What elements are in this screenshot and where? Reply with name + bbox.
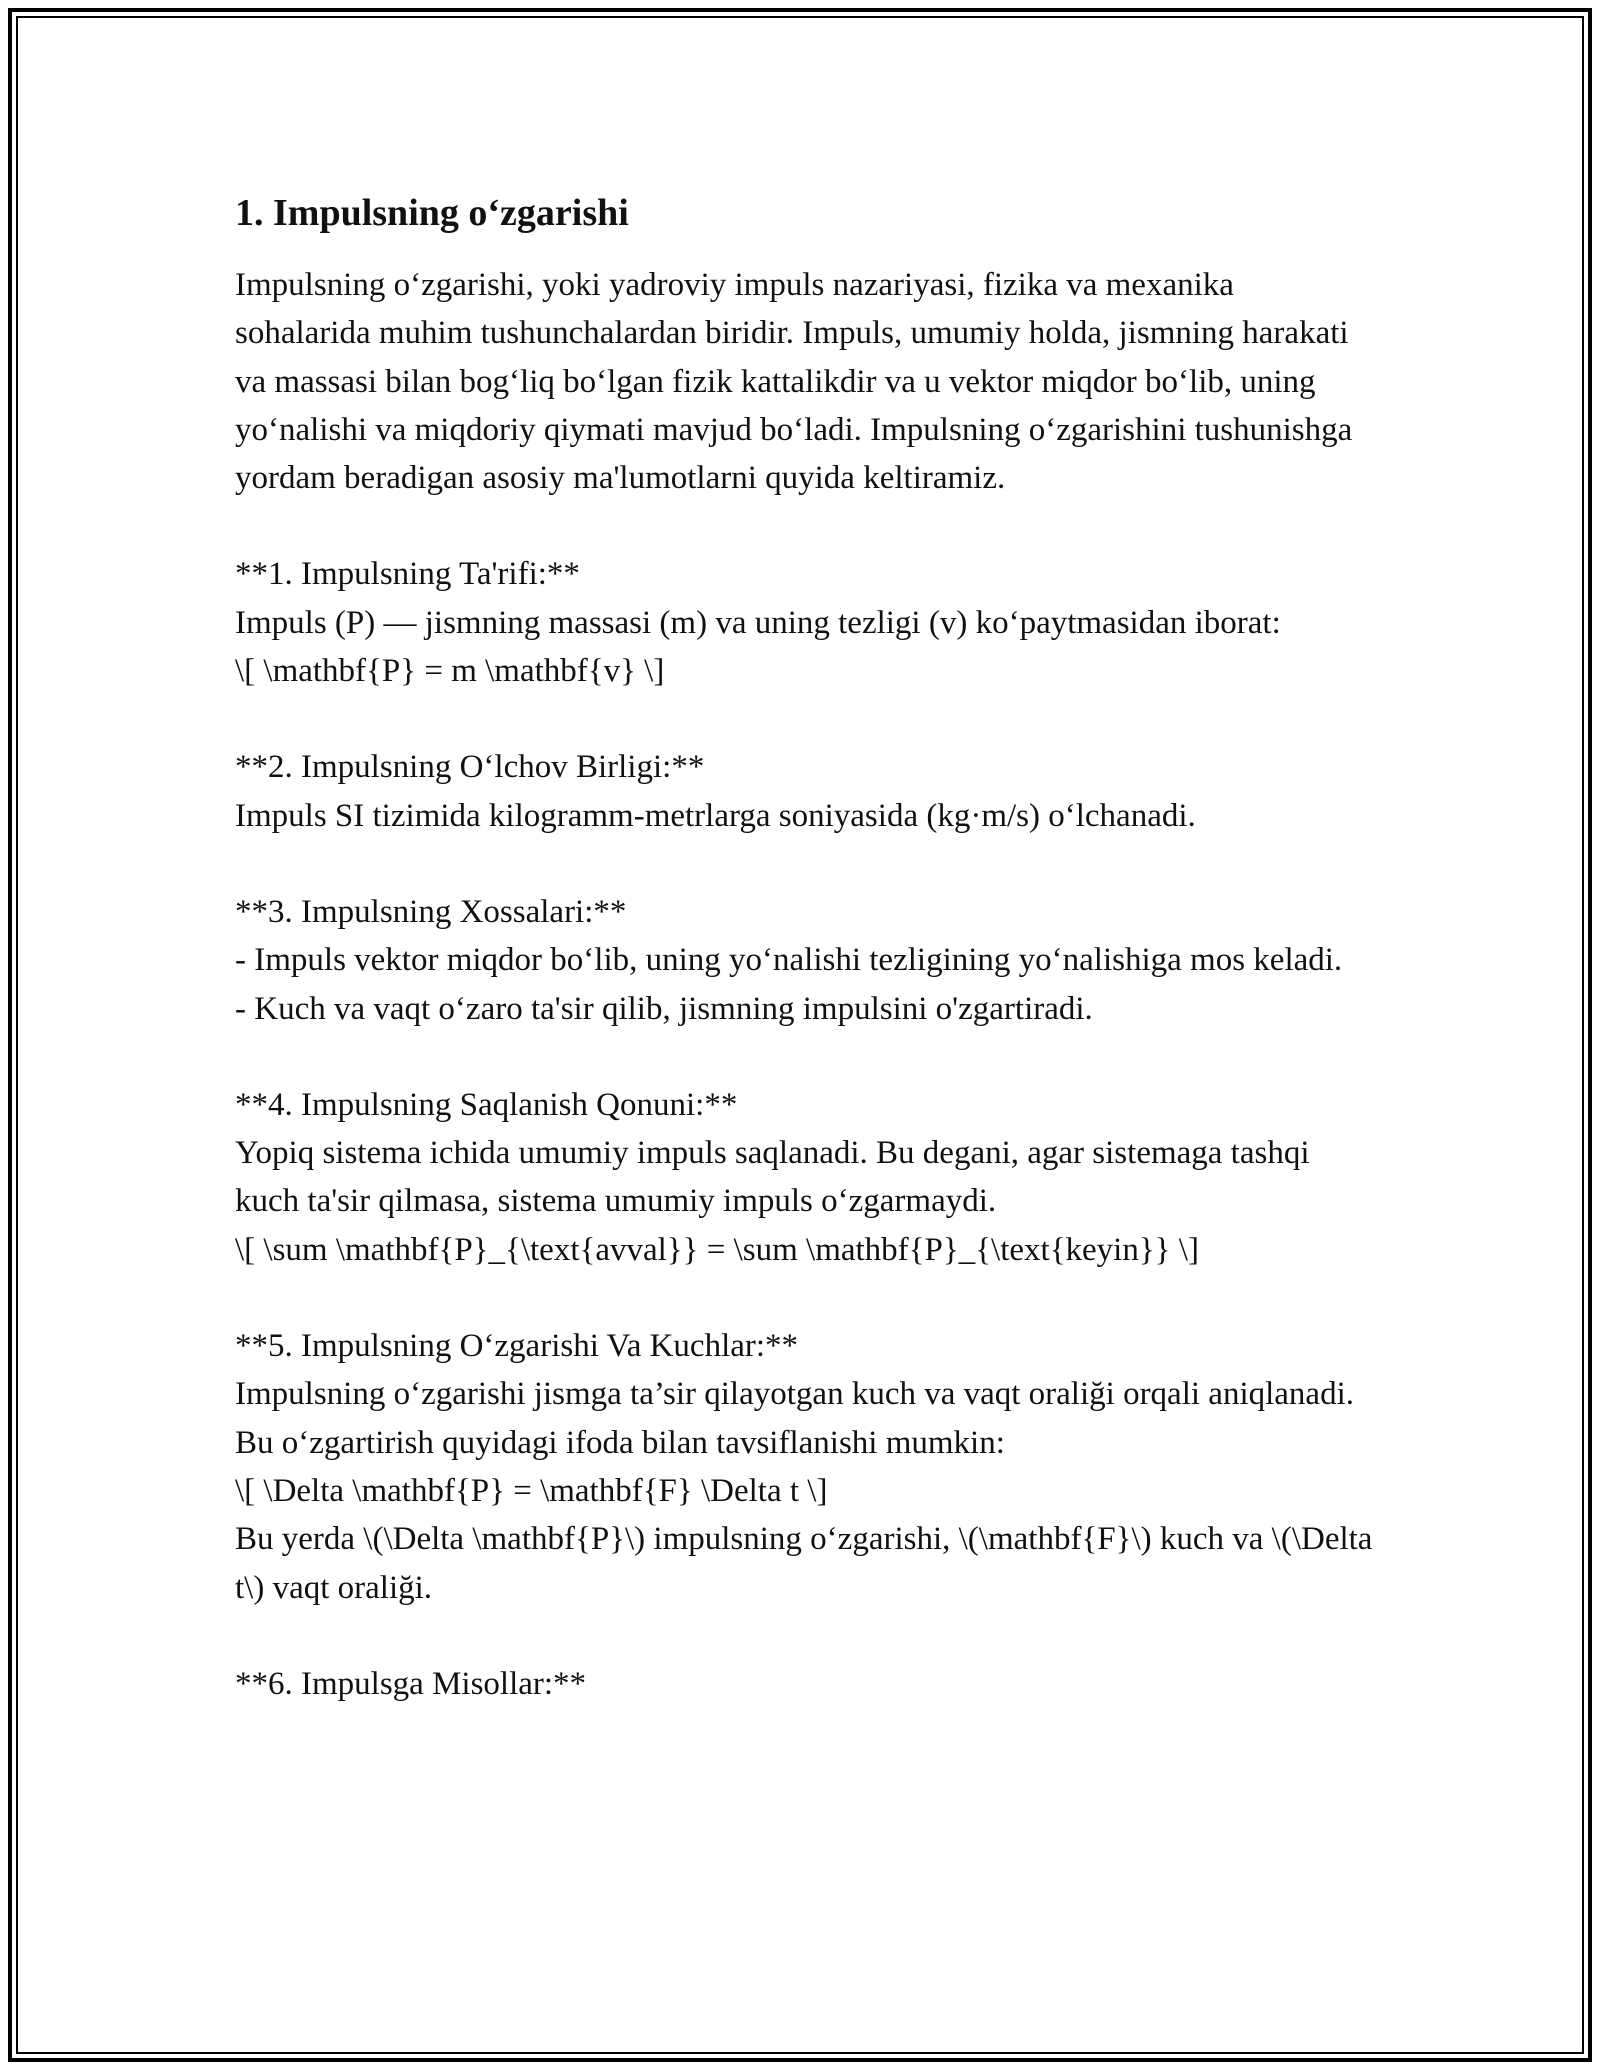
section-change-and-forces: [235, 1322, 1375, 1612]
formula-line: \[ \mathbf{P} = m \mathbf{v} \]: [235, 653, 665, 690]
section-properties: [235, 888, 1375, 1033]
intro-paragraph: Impulsning o‘zgarishi, yoki yadroviy impuls nazariyasi, fizika va mexanika sohalarida muhim tushunchalardan biridir. Impuls, umumiy holda, jismning harakati va massasi bilan bog‘liq bo‘lgan fizik kattalikdir va u vektor miqdor bo‘lib, uning yo‘nalishi va miqdoriy qiymati mavjud bo‘ladi. Impulsning o‘zgarishini tushunishga yordam beradigan asosiy ma'lumotlarni quyida keltiramiz.: [235, 267, 1353, 497]
document-body: [235, 185, 1375, 1708]
formula-line: \[ \sum \mathbf{P}_{\text{avval}} = \sum \mathbf{P}_{\text{keyin}} \]: [235, 1231, 1199, 1268]
section-text: Bu yerda \(\Delta \mathbf{P}\) impulsning o‘zgarishi, \(\mathbf{F}\) kuch va \(\Delta t\) vaqt oraliği.: [235, 1521, 1373, 1606]
section-heading: **6. Impulsga Misollar:**: [235, 1665, 587, 1702]
section-unit: [235, 743, 1375, 840]
section-definition: [235, 550, 1375, 695]
section-heading: **3. Impulsning Xossalari:**: [235, 893, 627, 930]
section-heading: **4. Impulsning Saqlanish Qonuni:**: [235, 1086, 738, 1123]
section-text: Yopiq sistema ichida umumiy impuls saqlanadi. Bu degani, agar sistemaga tashqi kuch ta'sir qilmasa, sistema umumiy impuls o‘zgarmaydi.: [235, 1135, 1310, 1220]
document-title: 1. Impulsning o‘zgarishi: [235, 192, 629, 234]
section-text: Impuls (P) — jismning massasi (m) va uning tezligi (v) ko‘paytmasidan iborat:: [235, 604, 1281, 641]
formula-line: \[ \Delta \mathbf{P} = \mathbf{F} \Delta t \]: [235, 1472, 828, 1509]
bullet-item: - Impuls vektor miqdor bo‘lib, uning yo‘nalishi tezligining yo‘nalishiga mos keladi.: [235, 942, 1343, 979]
section-text: Impulsning o‘zgarishi jismga ta’sir qilayotgan kuch va vaqt oraliği orqali aniqlanadi. Bu o‘zgartirish quyidagi ifoda bilan tavsiflanishi mumkin:: [235, 1376, 1354, 1461]
section-heading: **5. Impulsning O‘zgarishi Va Kuchlar:**: [235, 1328, 799, 1365]
section-examples: [235, 1660, 1375, 1708]
section-heading: **1. Impulsning Ta'rifi:**: [235, 556, 580, 593]
section-text: Impuls SI tizimida kilogramm-metrlarga soniyasida (kg·m/s) o‘lchanadi.: [235, 797, 1196, 834]
section-heading: **2. Impulsning O‘lchov Birligi:**: [235, 749, 705, 786]
bullet-item: - Kuch va vaqt o‘zaro ta'sir qilib, jismning impulsini o'zgartiradi.: [235, 990, 1093, 1027]
section-conservation: [235, 1081, 1375, 1274]
